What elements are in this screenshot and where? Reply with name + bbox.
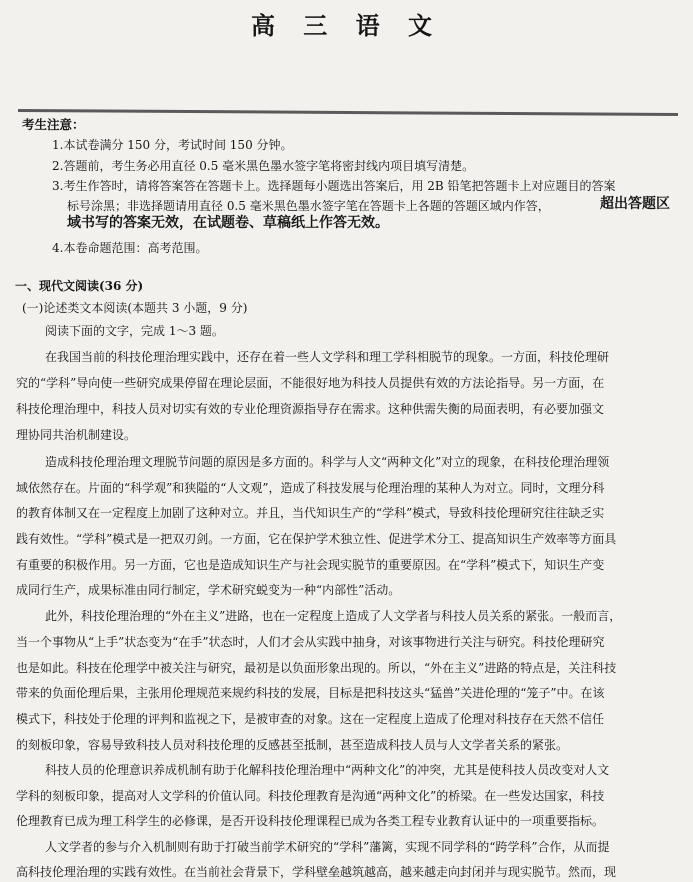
body-line: 学科的刻板印象，提高对人文学科的价值认同。科技伦理教育是沟通“两种文化”的桥梁。在一些发达国家，科技: [16, 789, 605, 803]
notice-emphasis: 超出答题区: [600, 196, 670, 212]
body-line: 伦理教育已成为理工科学生的必修课，是否开设科技伦理课程已成为各类工程专业教育认证中的一项重要指标。: [16, 814, 605, 828]
page-title: 高 三 语 文: [250, 11, 443, 40]
body-line: 究的“学科”导向使一些研究成果停留在理论层面，不能很好地为科技人员提供有效的方法论指导。另一方面，在: [16, 376, 605, 390]
section-subheading: (一)论述类文本阅读(本题共 3 小题，9 分): [22, 301, 248, 315]
notice-item: 4.本卷命题范围：高考范围。: [52, 241, 208, 255]
notice-heading: 考生注意：: [22, 117, 85, 132]
body-line: 践有效性。“学科”模式是一把双刃剑。一方面，它在保护学术独立性、促进学术分工、提高知识生产效率等方面具: [16, 532, 617, 546]
instruction: 阅读下面的文字，完成 1～3 题。: [45, 324, 224, 338]
body-line: 科技伦理治理中，科技人员对切实有效的专业伦理资源指导存在需求。这种供需失衡的局面表明，有必要加强文: [16, 402, 605, 416]
body-line: 此外，科技伦理治理的“外在主义”进路，也在一定程度上造成了人文学者与科技人员关系的紧张。一般而言，: [45, 609, 622, 623]
body-line: 模式下，科技处于伦理的评判和监视之下，是被审查的对象。这在一定程度上造成了伦理对科技存在天然不信任: [16, 712, 605, 726]
body-line: 的刻板印象，容易导致科技人员对科技伦理的反感甚至抵制，甚至造成科技人员与人文学者关系的紧张。: [16, 738, 569, 752]
body-line: 的教育体制又在一定程度上加剧了这种对立。并且，当代知识生产的“学科”模式，导致科技伦理研究往往缺乏实: [16, 506, 605, 520]
header-divider: [18, 109, 678, 116]
body-line: 带来的负面伦理后果，主张用伦理规范来规约科技的发展，目标是把科技这头“猛兽”关进伦理的“笼子”中。在该: [16, 686, 605, 700]
body-line: 在我国当前的科技伦理治理实践中，还存在着一些人文学科和理工学科相脱节的现象。一方面，科技伦理研: [45, 350, 610, 364]
body-line: 成同行生产，成果标准由同行制定，学术研究蜕变为一种“内部性”活动。: [16, 583, 401, 597]
body-line: 高科技伦理治理的实践有效性。在当前社会背景下，学科壁垒越筑越高，越来越走向封闭并与现实脱节。然而，现: [16, 865, 617, 879]
notice-item: 2.答题前，考生务必用直径 0.5 毫米黑色墨水签字笔将密封线内项目填写清楚。: [52, 159, 475, 173]
notice-item: 3.考生作答时，请将答案答在答题卡上。选择题每小题选出答案后，用 2B 铅笔把答题卡上对应题目的答案: [52, 179, 616, 193]
body-line: 人文学者的参与介入机制则有助于打破当前学术研究的“学科”藩篱，实现不同学科的“跨学科”合作，从而提: [45, 840, 610, 854]
body-line: 科技人员的伦理意识养成机制有助于化解科技伦理治理中“两种文化”的冲突，尤其是使科技人员改变对人文: [45, 763, 610, 777]
body-line: 当一个事物从“上手”状态变为“在手”状态时，人们才会从实践中抽身，对该事物进行关注与研究。科技伦理研究: [16, 635, 605, 649]
body-line: 造成科技伦理治理文理脱节问题的原因是多方面的。科学与人文“两种文化”对立的现象，在科技伦理治理领: [45, 455, 610, 469]
section-heading: 一、现代文阅读(36 分): [15, 279, 144, 293]
body-line: 也是如此。科技在伦理学中被关注与研究，最初是以负面形象出现的。所以，“外在主义”进路的特点是，关注科技: [16, 661, 617, 675]
body-line: 域依然存在。片面的“科学观”和狭隘的“人文观”，造成了科技发展与伦理治理的某种人为对立。同时，文理分科: [16, 481, 605, 495]
notice-item: 1.本试卷满分 150 分，考试时间 150 分钟。: [52, 138, 293, 152]
body-line: 有重要的积极作用。另一方面，它也是造成知识生产与社会现实脱节的重要原因。在“学科”模式下，知识生产变: [16, 558, 605, 572]
notice-emphasis: 域书写的答案无效，在试题卷、草稿纸上作答无效。: [67, 215, 389, 231]
notice-item: 标号涂黑；非选择题请用直径 0.5 毫米黑色墨水签字笔在答题卡上各题的答题区域内作答，: [67, 199, 550, 213]
body-line: 理协同共治机制建设。: [16, 428, 137, 442]
